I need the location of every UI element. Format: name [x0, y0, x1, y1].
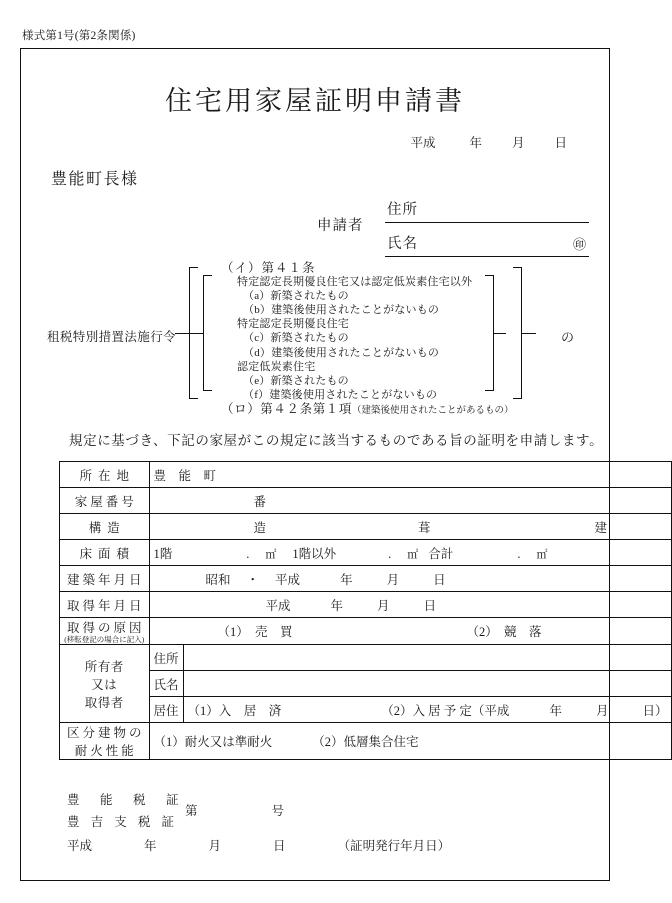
acquire-reason-option-2[interactable]: （2） 競 落	[466, 625, 542, 639]
date-day: 日	[554, 136, 567, 150]
cert-number-suffix: 号	[271, 804, 285, 818]
table-row-floor-area	[60, 540, 672, 566]
clause-line-1: 特定認定長期優良住宅又は認定低炭素住宅以外	[237, 276, 473, 289]
owner-address-label: 住所	[149, 645, 183, 671]
form-frame	[20, 48, 668, 881]
fire-resistance-label: 区分建物の 耐火性能	[60, 723, 150, 760]
residence-option-2[interactable]: （2）入 居 予 定（平成	[381, 703, 510, 718]
fire-resistance-option-2[interactable]: （2）低層集合住宅	[312, 735, 419, 749]
applicant-label: 申請者	[317, 218, 364, 234]
issue-date-note: （証明発行年月日）	[337, 839, 451, 853]
clause-line-8[interactable]: （e）新築されたもの	[243, 374, 349, 387]
tax-cert-label-1: 豊 能 税 証	[67, 793, 183, 807]
acquire-date-label: 取得年月日	[60, 592, 150, 618]
floor-area-label: 床面積	[60, 540, 150, 566]
total-unit: ㎡	[536, 548, 548, 561]
acquire-month: 月	[377, 598, 390, 613]
total-label: 合計	[428, 546, 454, 561]
owner-label: 所有者 又は 取得者	[60, 645, 150, 723]
table-row-owner-residence	[60, 697, 672, 723]
clause-line-0: （イ）第４１条	[221, 261, 316, 275]
clause-line-5[interactable]: （c）新築されたもの	[243, 332, 349, 345]
clause-last-note: （建築後使用されたことがあるもの）	[352, 405, 514, 416]
table-row-acquire-date	[60, 592, 672, 618]
clause-suffix-label: の	[561, 330, 575, 345]
tax-cert-row-2	[67, 811, 450, 833]
structure-value[interactable]	[149, 514, 672, 540]
owner-address-value[interactable]	[183, 645, 672, 671]
first-floor-unit: ㎡	[265, 548, 277, 561]
table-row-house-number	[60, 488, 672, 514]
build-day: 日	[433, 572, 446, 587]
clause-line-6[interactable]: （d）建築後使用されたことがないもの	[243, 346, 440, 359]
clause-last-main: （ロ）第４２条第１項	[221, 401, 353, 416]
table-row-acquire-reason	[60, 618, 672, 645]
applicant-address-row[interactable]	[385, 189, 589, 223]
location-value[interactable]: 豊 能 町	[149, 462, 672, 488]
owner-name-label: 氏名	[149, 671, 183, 697]
acquire-reason-option-1[interactable]: （1） 売 買	[217, 625, 293, 639]
issue-day: 日	[273, 839, 286, 853]
total-dot: .	[517, 546, 521, 561]
date-era: 平成	[410, 136, 436, 150]
other-floor-dot: .	[388, 546, 392, 561]
applicant-address-label: 住所	[387, 202, 418, 218]
table-row-location	[60, 462, 672, 488]
application-date-line	[410, 133, 567, 151]
first-floor-label: 1階	[153, 546, 173, 561]
page-title: 住宅用家屋証明申請書	[165, 86, 465, 116]
fire-resistance-value[interactable]	[149, 723, 672, 760]
applicant-name-label: 氏名	[387, 236, 418, 252]
table-row-owner-name	[60, 671, 672, 697]
first-floor-dot: .	[246, 546, 250, 561]
acquire-year: 年	[330, 598, 344, 613]
residence-month: 月	[595, 703, 609, 718]
house-number-label: 家屋番号	[60, 488, 150, 514]
clause-line-2[interactable]: （a）新築されたもの	[243, 290, 349, 303]
build-era-showa[interactable]: 昭和	[205, 572, 231, 587]
residence-day: 日）	[642, 703, 668, 718]
build-month: 月	[386, 572, 400, 587]
issue-date-row	[67, 835, 450, 857]
build-era-separator: ・	[246, 572, 260, 587]
residence-option-1[interactable]: （1）入 居 済	[187, 703, 282, 718]
tax-cert-row-1	[67, 789, 450, 818]
acquire-reason-note: (移転登記の場合に記入)	[64, 635, 145, 644]
floor-area-value[interactable]	[149, 540, 672, 566]
addressee-label: 豊能町長様	[51, 171, 139, 188]
structure-label: 構造	[60, 514, 150, 540]
outer-right-bracket-tick	[522, 333, 536, 334]
cert-number-prefix: 第	[185, 804, 198, 818]
table-row-build-date	[60, 566, 672, 592]
property-details-table	[59, 461, 672, 760]
seal-icon: ㊞	[572, 237, 586, 252]
location-label: 所在地	[60, 462, 150, 488]
house-number-value[interactable]: 番	[149, 488, 672, 514]
clause-block	[47, 261, 587, 416]
inner-right-bracket-tick	[494, 333, 506, 334]
issue-era: 平成	[67, 839, 93, 853]
owner-residence-value[interactable]	[183, 697, 672, 723]
structure-v1: 造	[253, 520, 267, 535]
other-floor-label: 1階以外	[292, 546, 337, 561]
clause-line-4: 特定認定長期優良住宅	[237, 318, 349, 331]
table-row-structure	[60, 514, 672, 540]
residence-year: 年	[549, 703, 562, 718]
clause-line-3[interactable]: （b）建築後使用されたことがないもの	[243, 304, 440, 317]
clause-list	[221, 261, 514, 418]
date-month: 月	[511, 136, 525, 150]
acquire-era: 平成	[265, 598, 291, 613]
structure-v3: 建	[594, 520, 608, 535]
inner-left-bracket	[203, 275, 212, 391]
applicant-fields	[385, 189, 589, 257]
issue-year: 年	[144, 839, 157, 853]
law-connector-line	[175, 333, 189, 334]
acquire-date-value[interactable]	[149, 592, 672, 618]
outer-right-bracket	[513, 267, 522, 399]
table-row-owner-address	[60, 645, 672, 671]
structure-v2: 葺	[418, 520, 431, 535]
other-floor-unit: ㎡	[407, 548, 419, 561]
date-year: 年	[469, 136, 482, 150]
outer-left-bracket-tick	[189, 333, 203, 334]
acquire-day: 日	[423, 598, 437, 613]
build-date-value[interactable]	[149, 566, 672, 592]
issue-month: 月	[208, 839, 222, 853]
certificate-footer	[67, 789, 450, 857]
form-number-label: 様式第1号(第2条関係)	[22, 30, 136, 42]
law-name-label: 租税特別措置法施行令	[47, 330, 177, 344]
build-era-heisei[interactable]: 平成	[275, 572, 301, 587]
clause-line-last[interactable]	[221, 401, 514, 418]
tax-cert-label-2: 豊 吉 支 税 証	[67, 815, 179, 829]
owner-name-value[interactable]	[183, 671, 672, 697]
acquire-reason-label: 取得の原因 (移転登記の場合に記入)	[60, 618, 150, 645]
table-row-fire-resistance	[60, 723, 672, 760]
build-date-label: 建築年月日	[60, 566, 150, 592]
statement-text: 規定に基づき、下記の家屋がこの規定に該当するものである旨の証明を申請します。	[69, 433, 604, 448]
acquire-reason-value[interactable]	[149, 618, 672, 645]
clause-line-9[interactable]: （f）建築後使用されたことがないもの	[243, 388, 438, 401]
clause-line-7: 認定低炭素住宅	[237, 360, 316, 373]
fire-resistance-option-1[interactable]: （1）耐火又は準耐火	[153, 735, 273, 749]
owner-residence-label: 居住	[149, 697, 183, 723]
applicant-name-row[interactable]	[385, 223, 589, 257]
build-year: 年	[340, 572, 353, 587]
